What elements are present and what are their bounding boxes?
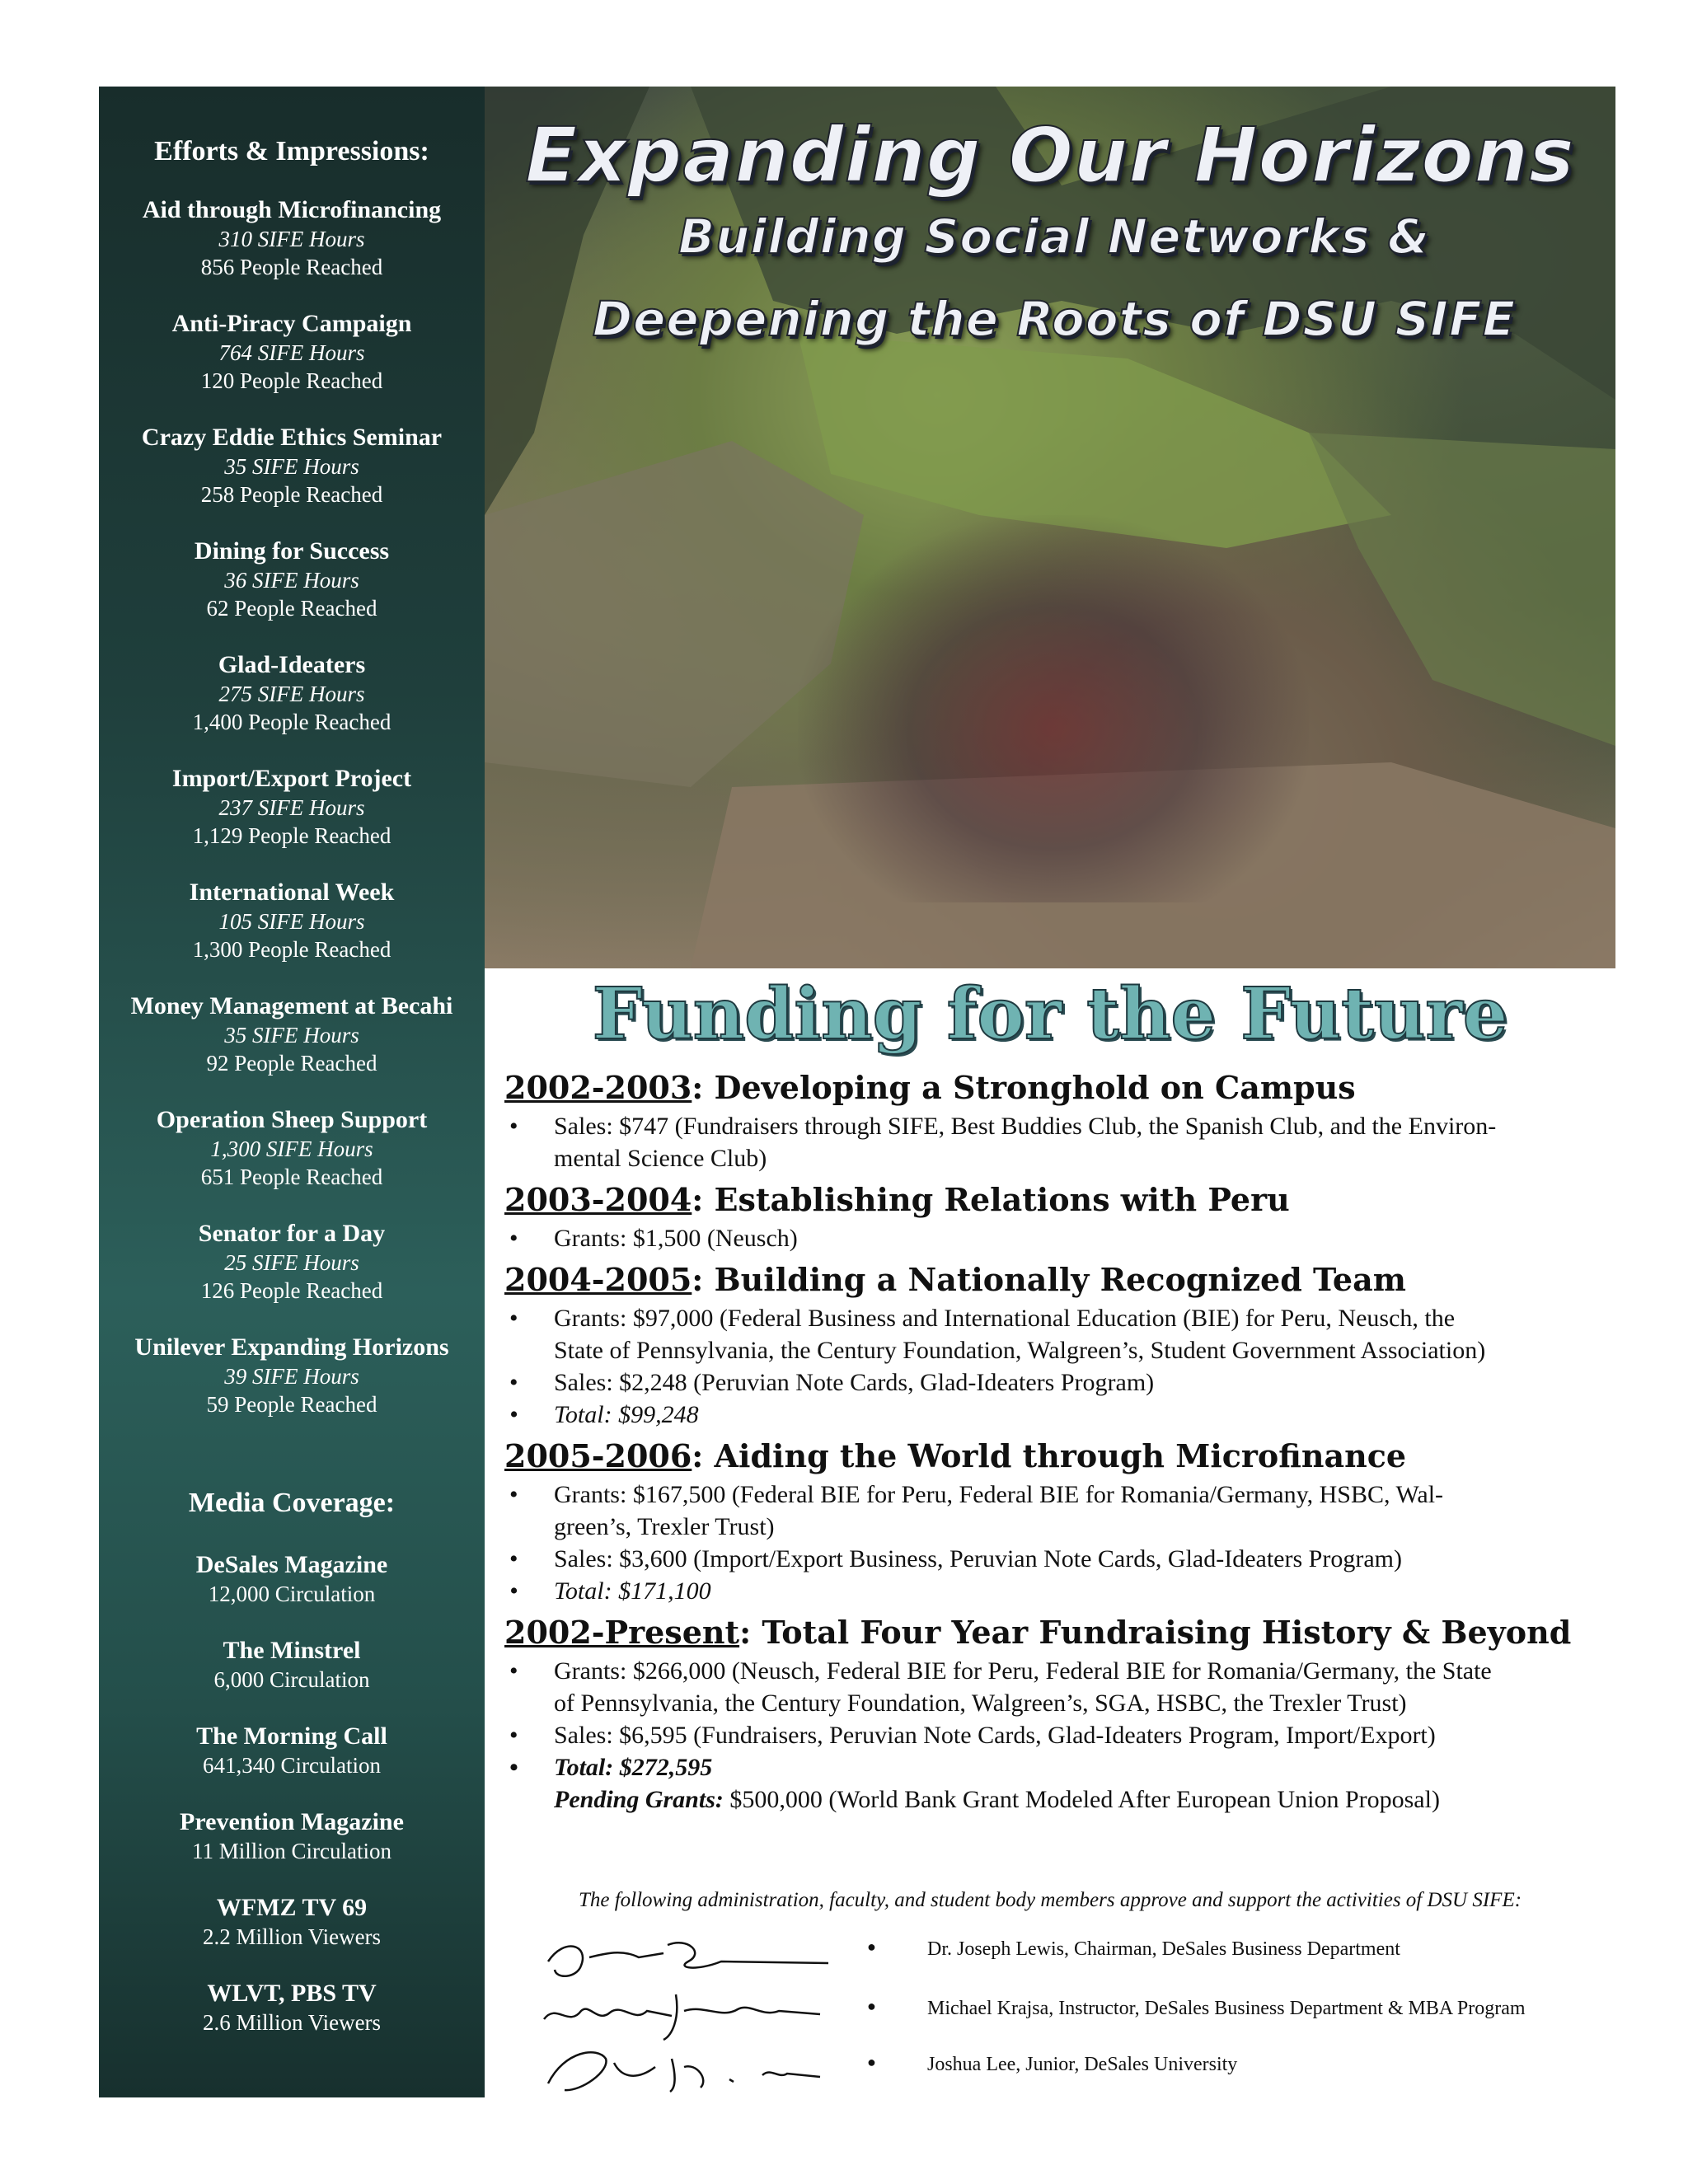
- media-detail: 11 Million Circulation: [192, 1839, 392, 1863]
- effort-title: Import/Export Project: [171, 765, 412, 792]
- funding-sections: [504, 1067, 1609, 1821]
- section-title: : Developing a Stronghold on Campus: [692, 1069, 1356, 1106]
- list-item: • Sales: $3,600 (Import/Export Business, Peruvian Note Cards, Glad-Ideaters Program): [504, 1543, 1609, 1575]
- hero-subtitle-2: Deepening the Roots of DSU SIFE: [592, 291, 1517, 347]
- section-items: [504, 1655, 1609, 1816]
- effort-item: [99, 878, 485, 991]
- hero-title: Expanding Our Horizons: [525, 111, 1575, 199]
- effort-reached: 856 People Reached: [200, 255, 383, 279]
- media-item: [99, 1722, 485, 1807]
- media-title: WFMZ TV 69: [216, 1894, 368, 1921]
- list-item: • Grants: $1,500 (Neusch): [504, 1222, 1609, 1254]
- list-item: • Sales: $6,595 (Fundraisers, Peruvian Note Cards, Glad-Ideaters Program, Import/Export): [504, 1719, 1609, 1751]
- list-item: • Grants: $266,000 (Neusch, Federal BIE for Peru, Federal BIE for Romania/Germany, the State: [504, 1655, 1609, 1687]
- media-item: [99, 1550, 485, 1636]
- effort-hours: 35 SIFE Hours: [224, 1023, 359, 1047]
- list-item: • Grants: $97,000 (Federal Business and International Education (BIE) for Peru, Neusch, the: [504, 1302, 1609, 1334]
- funding-section: [504, 1259, 1609, 1431]
- media-detail: 6,000 Circulation: [213, 1667, 370, 1692]
- signature-image: [532, 2042, 837, 2100]
- effort-item: [99, 423, 485, 537]
- effort-title: Money Management at Becahi: [130, 992, 453, 1019]
- hero-photo: [485, 87, 1615, 968]
- media-item: [99, 1893, 485, 1979]
- section-title: : Establishing Relations with Peru: [692, 1181, 1290, 1218]
- effort-title: Glad-Ideaters: [218, 651, 366, 678]
- list-item-pending: [504, 1783, 1609, 1816]
- list-item-total: • Total: $272,595: [504, 1751, 1609, 1783]
- effort-reached: 651 People Reached: [200, 1165, 383, 1189]
- media-item: [99, 1807, 485, 1893]
- effort-hours: 237 SIFE Hours: [218, 795, 365, 820]
- effort-reached: 92 People Reached: [206, 1051, 377, 1076]
- effort-item: [99, 1105, 485, 1219]
- effort-reached: 62 People Reached: [206, 596, 377, 621]
- effort-hours: 310 SIFE Hours: [218, 227, 365, 251]
- signer-item: ● Dr. Joseph Lewis, Chairman, DeSales Business Department: [857, 1938, 1400, 1961]
- funding-section: [504, 1067, 1609, 1174]
- section-items: [504, 1302, 1609, 1431]
- list-item-total: • Total: $171,100: [504, 1575, 1609, 1607]
- effort-hours: 39 SIFE Hours: [224, 1364, 359, 1389]
- effort-item: [99, 1333, 485, 1446]
- section-year: 2004-2005: [504, 1261, 692, 1298]
- funding-title: Funding for the Future: [592, 972, 1508, 1056]
- effort-item: [99, 650, 485, 764]
- section-heading: [504, 1612, 1609, 1653]
- effort-reached: 59 People Reached: [206, 1392, 377, 1417]
- effort-reached: 1,300 People Reached: [192, 937, 392, 962]
- effort-title: Unilever Expanding Horizons: [134, 1333, 449, 1361]
- list-item-total: • Total: $99,248: [504, 1399, 1609, 1431]
- section-items: [504, 1479, 1609, 1607]
- section-items: [504, 1222, 1609, 1254]
- media-title: WLVT, PBS TV: [207, 1980, 377, 2007]
- media-list: [99, 1550, 485, 2064]
- effort-reached: 258 People Reached: [200, 482, 383, 507]
- list-item: State of Pennsylvania, the Century Foundation, Walgreen’s, Student Government Association): [554, 1337, 1486, 1364]
- efforts-list: [99, 195, 485, 1446]
- list-item: • Grants: $167,500 (Federal BIE for Peru, Federal BIE for Romania/Germany, HSBC, Wal-: [504, 1479, 1609, 1511]
- funding-section: [504, 1179, 1609, 1254]
- media-detail: 2.2 Million Viewers: [202, 1924, 382, 1949]
- list-item: of Pennsylvania, the Century Foundation, Walgreen’s, SGA, HSBC, the Trexler Trust): [554, 1690, 1407, 1717]
- media-title: The Minstrel: [223, 1637, 361, 1664]
- section-year: 2003-2004: [504, 1181, 692, 1218]
- effort-hours: 105 SIFE Hours: [218, 909, 365, 934]
- effort-reached: 126 People Reached: [200, 1278, 383, 1303]
- section-heading: [504, 1067, 1609, 1108]
- support-note: The following administration, faculty, and student body members approve and support the activities of DSU SIFE:: [578, 1889, 1522, 1911]
- signer-item: ● Joshua Lee, Junior, DeSales University: [857, 2054, 1237, 2076]
- signer-item: ● Michael Krajsa, Instructor, DeSales Business Department & MBA Program: [857, 1998, 1526, 2020]
- effort-item: [99, 309, 485, 423]
- effort-reached: 1,400 People Reached: [192, 710, 392, 734]
- signature-image: [532, 1929, 837, 1986]
- efforts-heading: Efforts & Impressions:: [154, 136, 429, 166]
- section-year: 2002-Present: [504, 1614, 740, 1651]
- section-items: [504, 1110, 1609, 1174]
- media-item: [99, 1979, 485, 2064]
- list-item: • Sales: $2,248 (Peruvian Note Cards, Glad-Ideaters Program): [504, 1366, 1609, 1399]
- list-item: • Sales: $747 (Fundraisers through SIFE, Best Buddies Club, the Spanish Club, and the Environ-: [504, 1110, 1609, 1142]
- effort-reached: 1,129 People Reached: [192, 823, 392, 848]
- effort-title: Aid through Microfinancing: [142, 196, 442, 223]
- section-heading: [504, 1436, 1609, 1477]
- media-title: DeSales Magazine: [195, 1551, 388, 1578]
- effort-title: International Week: [189, 879, 395, 906]
- effort-title: Anti-Piracy Campaign: [171, 310, 412, 337]
- section-heading: [504, 1259, 1609, 1301]
- signature-image: [532, 1986, 837, 2044]
- section-title: : Building a Nationally Recognized Team: [692, 1261, 1406, 1298]
- media-title: The Morning Call: [196, 1722, 387, 1750]
- signature-stroke: [532, 2042, 837, 2100]
- section-title: : Aiding the World through Microfinance: [692, 1437, 1407, 1474]
- effort-item: [99, 764, 485, 878]
- media-detail: 12,000 Circulation: [208, 1582, 376, 1606]
- effort-item: [99, 991, 485, 1105]
- funding-section: [504, 1436, 1609, 1607]
- effort-hours: 1,300 SIFE Hours: [210, 1137, 373, 1161]
- pending-value: $500,000 (World Bank Grant Modeled After European Union Proposal): [723, 1786, 1440, 1813]
- effort-title: Senator for a Day: [198, 1220, 386, 1247]
- section-year: 2005-2006: [504, 1437, 692, 1474]
- effort-reached: 120 People Reached: [200, 368, 383, 393]
- group-photo-people: [798, 515, 1309, 902]
- hero-subtitle-1: Building Social Networks &: [678, 209, 1431, 265]
- list-item: green’s, Trexler Trust): [554, 1513, 775, 1540]
- media-detail: 641,340 Circulation: [203, 1753, 381, 1778]
- effort-hours: 25 SIFE Hours: [224, 1250, 359, 1275]
- section-title: : Total Four Year Fundraising History & Beyond: [739, 1614, 1572, 1651]
- effort-hours: 275 SIFE Hours: [218, 682, 365, 706]
- signature-stroke: [532, 1929, 837, 1986]
- effort-hours: 764 SIFE Hours: [218, 340, 365, 365]
- effort-hours: 35 SIFE Hours: [224, 454, 359, 479]
- effort-hours: 36 SIFE Hours: [224, 568, 359, 593]
- sidebar: [99, 87, 485, 2097]
- pending-label: Pending Grants:: [554, 1786, 724, 1813]
- section-year: 2002-2003: [504, 1069, 692, 1106]
- media-title: Prevention Magazine: [180, 1808, 404, 1835]
- effort-item: [99, 195, 485, 309]
- effort-title: Dining for Success: [194, 537, 390, 565]
- media-item: [99, 1636, 485, 1722]
- effort-title: Operation Sheep Support: [156, 1106, 428, 1133]
- section-heading: [504, 1179, 1609, 1221]
- list-item: mental Science Club): [554, 1145, 767, 1172]
- effort-item: [99, 1219, 485, 1333]
- effort-item: [99, 537, 485, 650]
- media-detail: 2.6 Million Viewers: [202, 2010, 382, 2035]
- media-heading: Media Coverage:: [188, 1488, 396, 1518]
- effort-title: Crazy Eddie Ethics Seminar: [141, 424, 443, 451]
- signature-stroke: [532, 1986, 837, 2044]
- funding-section: [504, 1612, 1609, 1816]
